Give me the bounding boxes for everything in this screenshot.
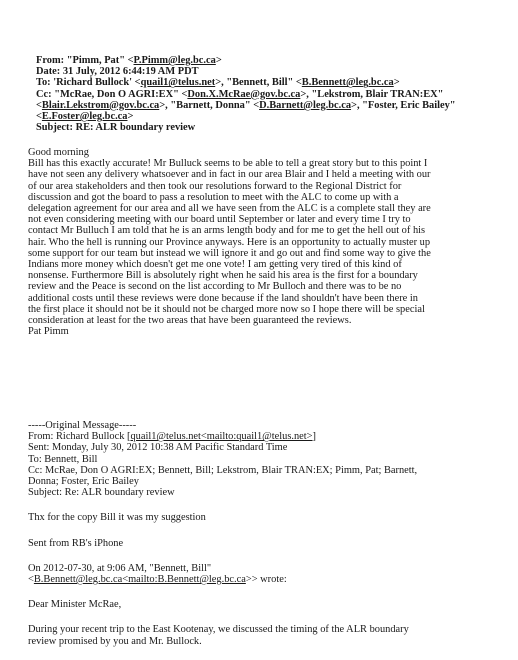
to-part1: 'Richard Bullock' < — [53, 77, 141, 89]
cc-email-link-2[interactable]: Blair.Lekstrom@gov.bc.ca — [41, 99, 160, 111]
message-line: Indians more money which doesn't get me one vote! I am getting very tired of this kind of — [28, 259, 402, 271]
date-label: Date: — [36, 66, 61, 78]
from-end: > — [215, 55, 222, 66]
from-line — [36, 55, 506, 66]
message-line: nonsense. Furthermore Bill is absolutely right when he said his area is the first for a boundary — [28, 270, 418, 282]
reply-thx: Thx for the copy Bill it was my suggestion — [28, 512, 206, 524]
original-sent: Sent: Monday, July 30, 2012 10:38 AM Pacific Standard Time — [28, 442, 288, 454]
cc-part2: >, "Lekstrom, Blair TRAN:EX" — [300, 88, 444, 100]
message-line: the first place it should not be it should not be charged more now so I hope there will be special — [28, 303, 425, 315]
original-from-link[interactable]: quail1@telus.net<mailto:quail1@telus.net> — [130, 431, 313, 443]
message-line: additional costs until these reviews were done because if the land shouldn't have been there in — [28, 292, 418, 304]
message-body — [28, 147, 512, 337]
date-value: 31 July, 2012 6:44:19 AM PDT — [62, 66, 199, 78]
original-message — [28, 420, 512, 647]
cc-label: Cc: — [36, 88, 52, 100]
message-line: discussion and got the board to pass a resolution to meet with the ALC to come up with a — [28, 191, 399, 203]
cc-line2-start: < — [36, 99, 42, 111]
to-part2: >, "Bennett, Bill" < — [215, 77, 302, 89]
message-line: contact Mr Bulluch I am told that he is an arms length body and for me to get the hell out of his — [28, 225, 426, 237]
cc-line-2 — [36, 100, 506, 111]
original-from-line — [28, 431, 512, 442]
message-line: have not seen any delivery whatsoever and in fact in our area Blair and I held a meeting with our — [28, 169, 431, 181]
during-line-2: review promised by you and Mr. Bullock. — [28, 635, 202, 647]
email-header — [36, 55, 506, 133]
from-email-link[interactable]: P.Pimm@leg.bc.ca — [133, 55, 216, 66]
during-line-1: During your recent trip to the East Kootenay, we discussed the timing of the ALR boundary — [28, 624, 409, 636]
from-name: "Pimm, Pat" < — [66, 55, 134, 66]
to-label: To: — [36, 77, 51, 89]
to-line — [36, 77, 506, 88]
original-from-prefix: From: Richard Bullock [ — [28, 431, 131, 443]
cc-email-link-3[interactable]: D.Barnett@leg.bc.ca — [259, 99, 352, 111]
message-line: hair. Who the hell is running our Province anyways. Here is an opportunity to actually muster up — [28, 236, 431, 248]
cc-line3-start: < — [36, 111, 42, 123]
on-date-line: On 2012-07-30, at 9:06 AM, "Bennett, Bill" — [28, 562, 212, 574]
to-email-link-1[interactable]: quail1@telus.net — [140, 77, 216, 89]
wrote-prefix: < — [28, 574, 34, 586]
signature: Pat Pimm — [28, 326, 69, 338]
cc-part1: "McRae, Don O AGRI:EX" < — [54, 88, 188, 100]
cc-line3-end: > — [127, 111, 134, 123]
original-separator: -----Original Message----- — [28, 420, 137, 431]
subject-label: Subject: — [36, 122, 73, 134]
original-to: To: Bennett, Bill — [28, 453, 98, 465]
to-email-link-2[interactable]: B.Bennett@leg.bc.ca — [301, 77, 394, 89]
original-from-suffix: ] — [312, 431, 316, 443]
message-line: some support for our team but instead we will ignore it and go out and find some way to give the — [28, 247, 431, 259]
original-cc-line-2: Donna; Foster, Eric Bailey — [28, 476, 139, 488]
message-line: consideration at least for the two areas that have been guaranteed the reviews. — [28, 315, 352, 327]
message-line: Bill has this exactly accurate! Mr Bulluck seems to be able to tell a great story but to this point I — [28, 158, 428, 170]
message-line: of our area stakeholders and then took our resolutions forward to the Regional District for — [28, 180, 402, 192]
greeting: Good morning — [28, 147, 89, 158]
wrote-email-link[interactable]: B.Bennett@leg.bc.ca<mailto:B.Bennett@leg.bc.ca — [33, 574, 246, 586]
cc-line2-mid: >, "Barnett, Donna" < — [159, 99, 260, 111]
original-subject: Subject: Re: ALR boundary review — [28, 487, 175, 499]
subject-value: RE: ALR boundary review — [75, 122, 196, 134]
subject-line — [36, 122, 506, 133]
from-label: From: — [36, 55, 65, 66]
date-line — [36, 66, 506, 77]
message-line: delegation agreement for our area and all we have seen from the ALC is a complete stall they are — [28, 203, 431, 215]
cc-email-link-4[interactable]: E.Foster@leg.bc.ca — [41, 111, 128, 123]
message-line: review and the Peace is second on the list according to Mr Bulloch and there was to be no — [28, 281, 402, 293]
message-line: not even considering meeting with our board until September or later and every time I try to — [28, 214, 411, 226]
dear-line: Dear Minister McRae, — [28, 599, 122, 611]
cc-line2-end: >, "Foster, Eric Bailey" — [351, 99, 456, 111]
to-end: > — [393, 77, 400, 89]
cc-email-link-1[interactable]: Don.X.McRae@gov.bc.ca — [187, 88, 301, 100]
cc-line-1 — [36, 89, 506, 100]
cc-line-3 — [36, 111, 506, 122]
original-cc-line-1: Cc: McRae, Don O AGRI:EX; Bennett, Bill; Lekstrom, Blair TRAN:EX; Pimm, Pat; Barnett, — [28, 464, 418, 476]
sent-from-line: Sent from RB's iPhone — [28, 537, 124, 549]
wrote-suffix: >> wrote: — [245, 574, 287, 586]
wrote-line — [28, 574, 512, 585]
